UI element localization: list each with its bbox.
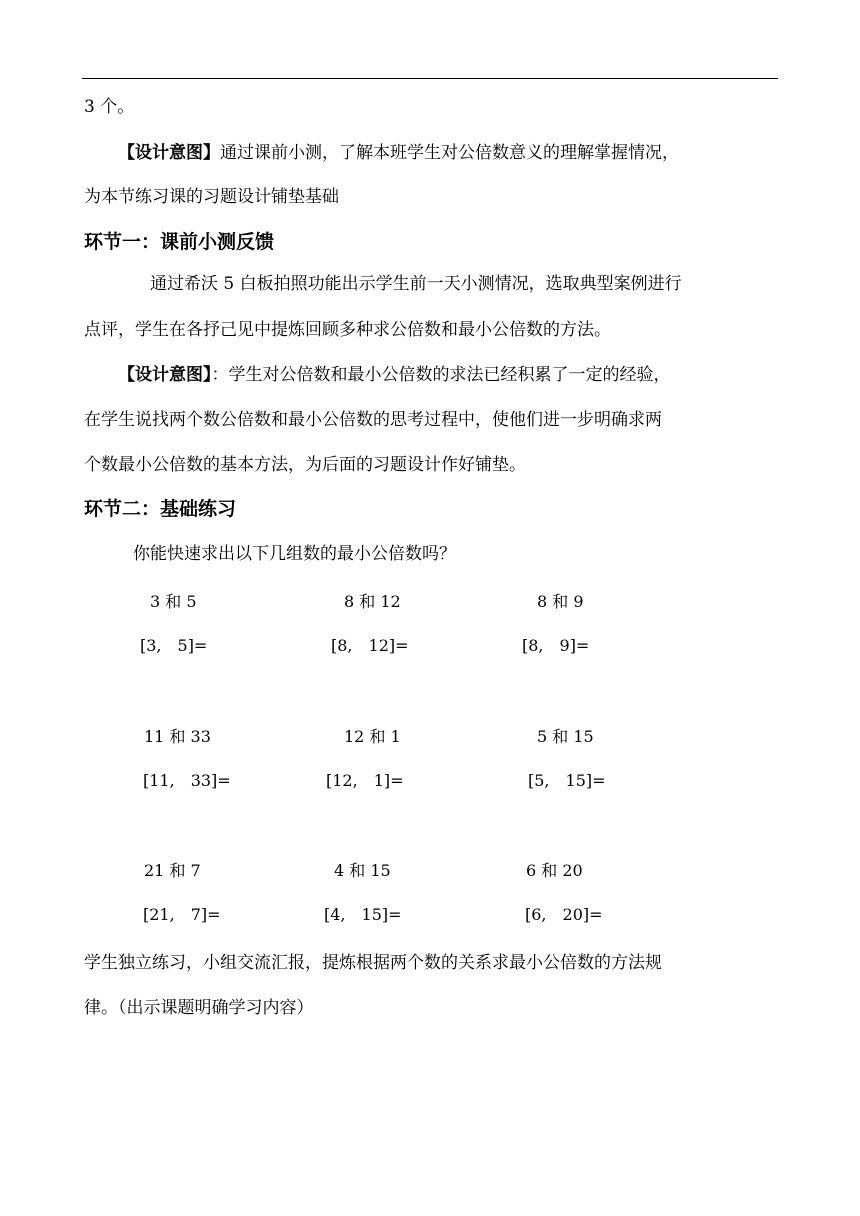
exercise-pair: 21 和 7: [144, 861, 201, 880]
text-line: 为本节练习课的习题设计铺垫基础: [84, 187, 339, 207]
paragraph-line: 在学生说找两个数公倍数和最小公倍数的思考过程中，使他们进一步明确求两: [84, 410, 662, 430]
paragraph-line: 点评，学生在各抒己见中提炼回顾多种求公倍数和最小公倍数的方法。: [84, 320, 611, 340]
exercise-expression: [3, 5]=: [140, 636, 208, 655]
exercise-pair: 4 和 15: [334, 861, 391, 880]
exercise-pair: 12 和 1: [344, 727, 401, 746]
paragraph-line: 通过希沃 5 白板拍照功能出示学生前一天小测情况，选取典型案例进行: [150, 274, 682, 294]
exercise-expression: [6, 20]=: [525, 905, 603, 924]
section-heading-2: 环节二：基础练习: [84, 498, 237, 520]
design-intent-label: 【设计意图】: [118, 143, 220, 163]
exercise-expression: [5, 15]=: [528, 771, 606, 790]
paragraph-line: 学生独立练习，小组交流汇报，提炼根据两个数的关系求最小公倍数的方法规: [84, 953, 662, 973]
exercise-pair: 3 和 5: [150, 592, 197, 611]
paragraph-line: 律。（出示课题明确学习内容）: [84, 998, 314, 1018]
section-heading-1: 环节一：课前小测反馈: [84, 231, 275, 253]
exercise-pair: 8 和 12: [344, 592, 401, 611]
exercise-pair: 8 和 9: [537, 592, 584, 611]
design-intent-text: 通过课前小测，了解本班学生对公倍数意义的理解掌握情况，: [220, 143, 679, 163]
exercise-pair: 5 和 15: [537, 727, 594, 746]
paragraph-line: 个数最小公倍数的基本方法，为后面的习题设计作好铺垫。: [84, 455, 526, 475]
exercise-pair: 11 和 33: [144, 727, 211, 746]
text-line: 3 个。: [84, 97, 135, 117]
design-intent-label: 【设计意图】: [118, 365, 212, 385]
exercise-expression: [8, 9]=: [522, 636, 590, 655]
exercise-expression: [12, 1]=: [326, 771, 404, 790]
design-intent-text: ：学生对公倍数和最小公倍数的求法已经积累了一定的经验，: [211, 365, 671, 385]
design-intent-1: [118, 142, 679, 164]
exercise-expression: [8, 12]=: [331, 636, 409, 655]
exercise-pair: 6 和 20: [526, 861, 583, 880]
design-intent-2: [118, 364, 671, 386]
exercise-expression: [4, 15]=: [324, 905, 402, 924]
exercise-expression: [11, 33]=: [143, 771, 231, 790]
exercise-question: 你能快速求出以下几组数的最小公倍数吗？: [133, 544, 456, 564]
exercise-expression: [21, 7]=: [143, 905, 221, 924]
header-rule: [82, 78, 778, 79]
